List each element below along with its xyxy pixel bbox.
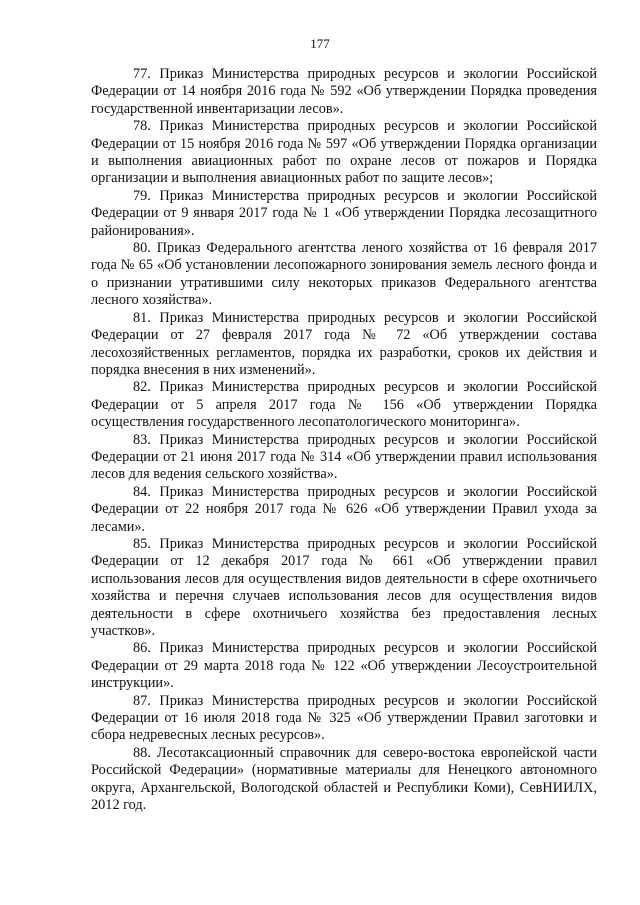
reference-list [91,66,597,814]
item-text: Приказ Министерства природных ресурсов и экологии Российской Федерации от 29 марта 2018 года № 122 «Об утверждении Лесоустроительной инструкции». [91,640,597,692]
list-item [91,484,597,536]
list-item [91,66,597,118]
item-number: 78. [133,118,151,135]
item-text: Приказ Министерства природных ресурсов и экологии Российской Федерации от 12 декабря 2017 года № 661 «Об утверждении правил использования лесов для осуществления видов деятельности в сфере охотничьего хозяйства и перечня случаев использования лесов для осуществления видов деятельности в сфере охотничьего хозяйства без предоставления лесных участков». [91,535,597,639]
item-number: 84. [133,483,151,500]
item-number: 79. [133,187,151,204]
item-number: 80. [133,240,151,257]
list-item [91,640,597,692]
list-item [91,745,597,815]
item-text: Приказ Министерства природных ресурсов и экологии Российской Федерации от 22 ноября 2017 года № 626 «Об утверждении Правил ухода за лесами». [91,483,597,535]
item-number: 86. [133,640,151,657]
item-text: Приказ Министерства природных ресурсов и экологии Российской Федерации от 16 июля 2018 года № 325 «Об утверждении Правил заготовки и сбора недревесных лесных ресурсов». [91,692,597,744]
list-item [91,188,597,240]
item-text: Приказ Министерства природных ресурсов и экологии Российской Федерации от 9 января 2017 года № 1 «Об утверждении Порядка лесозащитного районирования». [91,187,597,239]
list-item [91,379,597,431]
list-item [91,432,597,484]
item-text: Приказ Министерства природных ресурсов и экологии Российской Федерации от 21 июня 2017 года № 314 «Об утверждении правил использования лесов для ведения сельского хозяйства». [91,431,597,483]
item-number: 87. [133,692,151,709]
item-number: 81. [133,309,151,326]
item-text: Лесотаксационный справочник для северо-востока европейской части Российской Федерации» (нормативные материалы для Ненецкого автономного округа, Архангельской, Вологодской областей и Республики Коми), СевНИИЛХ, 2012 год. [91,744,598,814]
item-text: Приказ Министерства природных ресурсов и экологии Российской Федерации от 15 ноября 2016 года № 597 «Об утверждении Порядка организации и выполнения авиационных работ по охране лесов от пожаров и Порядка организации и выполнения авиационных работ по защите лесов»; [91,118,597,187]
list-item [91,240,597,310]
item-number: 85. [133,535,151,552]
item-text: Приказ Федерального агентства леного хозяйства от 16 февраля 2017 года № 65 «Об установлении лесопожарного зонирования земель лесного фонда и о признании утратившими силу некоторых приказов Федерального агентства лесного хозяйства». [91,240,597,309]
item-text: Приказ Министерства природных ресурсов и экологии Российской Федерации от 14 ноября 2016 года № 592 «Об утверждении Порядка проведения государственной инвентаризации лесов». [91,66,597,117]
list-item [91,536,597,640]
list-item [91,118,597,188]
item-number: 88. [133,744,151,761]
item-text: Приказ Министерства природных ресурсов и экологии Российской Федерации от 5 апреля 2017 года № 156 «Об утверждении Порядка осуществления государственного лесопатологического мониторинга». [91,379,597,431]
list-item [91,693,597,745]
list-item [91,310,597,380]
item-number: 83. [133,431,151,448]
page-number: 177 [310,36,330,51]
item-number: 82. [133,379,151,396]
item-number: 77. [133,66,151,82]
item-text: Приказ Министерства природных ресурсов и экологии Российской Федерации от 27 февраля 2017 года № 72 «Об утверждении состава лесохозяйственных регламентов, порядка их разработки, сроков их действия и порядка внесения в них изменений». [91,309,597,378]
